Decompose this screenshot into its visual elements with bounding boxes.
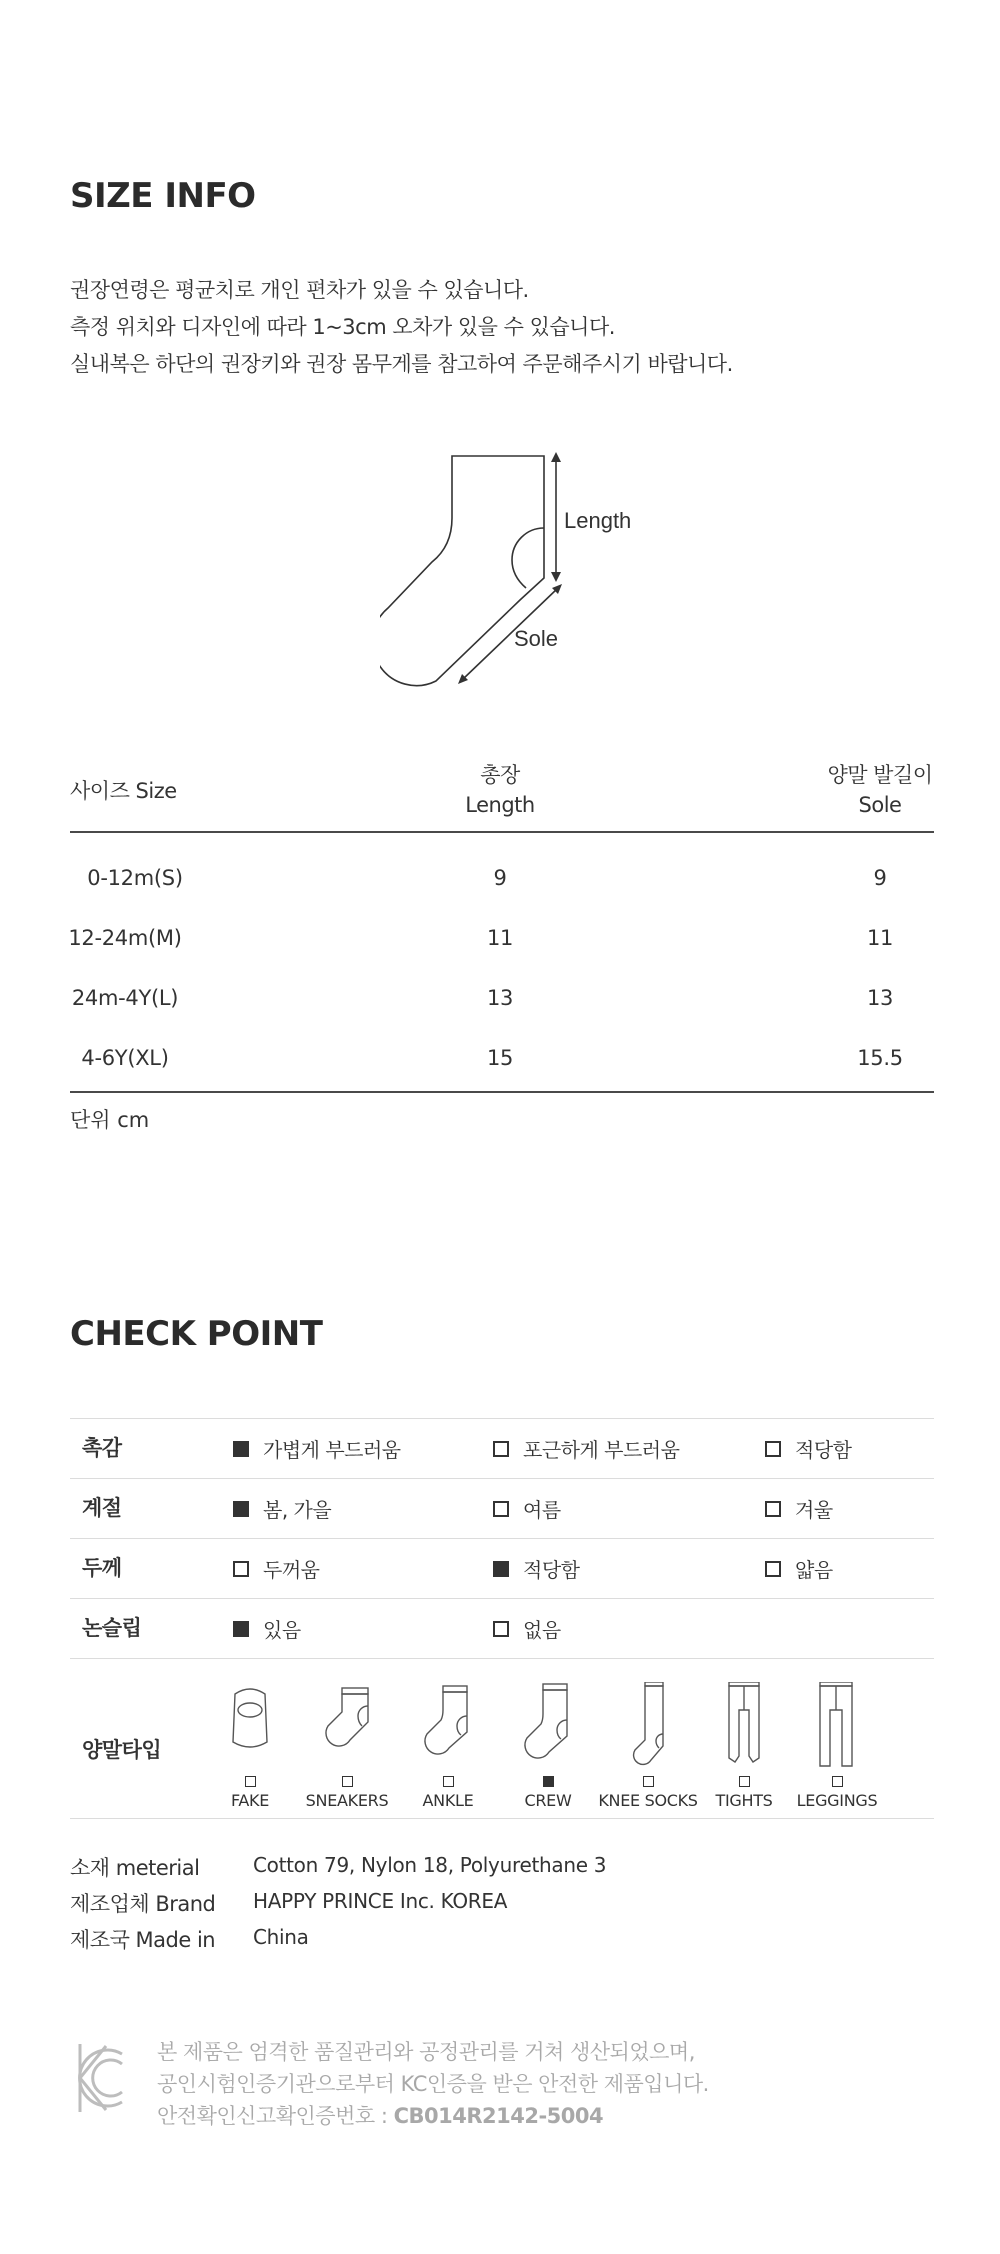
option	[765, 1434, 851, 1463]
empty-box-icon	[443, 1776, 454, 1787]
divider	[70, 1418, 934, 1419]
tights-icon	[709, 1682, 779, 1768]
divider	[70, 1478, 934, 1479]
option-label: 여름	[523, 1498, 561, 1522]
divider	[70, 1658, 934, 1659]
sneakers-sock-icon	[312, 1682, 382, 1768]
table-bottom-rule	[70, 1091, 934, 1093]
col-header-length-en: Length	[465, 793, 535, 817]
leggings-icon	[802, 1682, 872, 1768]
option-label: 얇음	[795, 1558, 833, 1582]
size-note: 측정 위치와 디자인에 따라 1~3cm 오차가 있을 수 있습니다.	[70, 315, 615, 339]
divider	[70, 1598, 934, 1599]
row-label: 논슬립	[82, 1616, 142, 1640]
cell-length: 11	[486, 926, 514, 950]
check-point-title: CHECK POINT	[70, 1314, 323, 1354]
made-in-label: 제조국 Made in	[70, 1928, 216, 1952]
option-label: 가볍게 부드러움	[263, 1438, 401, 1462]
cell-sole: 15.5	[857, 1046, 903, 1070]
option-label: 두꺼움	[263, 1558, 320, 1582]
cell-length: 9	[493, 866, 507, 890]
sock-type-knee-socks	[593, 1682, 703, 1810]
material-value: Cotton 79, Nylon 18, Polyurethane 3	[253, 1853, 607, 1877]
kc-notice-line1: 본 제품은 엄격한 품질관리와 공정관리를 거쳐 생산되었으며,	[157, 2040, 695, 2064]
option-label: 봄, 가을	[263, 1498, 332, 1522]
option	[233, 1494, 331, 1523]
empty-box-icon	[832, 1776, 843, 1787]
cell-length: 13	[486, 986, 514, 1010]
unit-note: 단위 cm	[70, 1108, 150, 1132]
size-note: 권장연령은 평균치로 개인 편차가 있을 수 있습니다.	[70, 278, 529, 302]
cell-size: 0-12m(S)	[87, 866, 183, 890]
col-header-length-ko: 총장	[480, 763, 520, 787]
cell-sole: 9	[873, 866, 887, 890]
option-label: 포근하게 부드러움	[523, 1438, 680, 1462]
empty-box-icon	[493, 1441, 509, 1457]
size-info-title: SIZE INFO	[70, 176, 256, 216]
material-label: 소재 meterial	[70, 1856, 200, 1880]
row-label: 두께	[82, 1556, 122, 1580]
cell-sole: 13	[866, 986, 894, 1010]
row-label: 촉감	[82, 1436, 122, 1460]
col-header-sole-ko: 양말 발길이	[827, 763, 933, 787]
empty-box-icon	[245, 1776, 256, 1787]
fake-sock-icon	[215, 1682, 285, 1768]
cell-length: 15	[486, 1046, 514, 1070]
option-label: 있음	[263, 1618, 301, 1642]
crew-sock-icon	[513, 1682, 583, 1768]
kc-notice-line2: 공인시험인증기관으로부터 KC인증을 받은 안전한 제품입니다.	[157, 2072, 709, 2096]
sock-type-name: TIGHTS	[715, 1791, 773, 1810]
checked-box-icon	[233, 1621, 249, 1637]
made-in-value: China	[253, 1925, 309, 1949]
sock-type-fake	[195, 1682, 305, 1810]
checked-box-icon	[493, 1561, 509, 1577]
sock-type-ankle	[393, 1682, 503, 1810]
option	[493, 1614, 561, 1643]
brand-value: HAPPY PRINCE Inc. KOREA	[253, 1889, 508, 1913]
option-label: 없음	[523, 1618, 561, 1642]
sock-type-name: KNEE SOCKS	[598, 1791, 698, 1810]
empty-box-icon	[233, 1561, 249, 1577]
cell-size: 4-6Y(XL)	[81, 1046, 169, 1070]
checked-box-icon	[233, 1441, 249, 1457]
divider	[70, 1538, 934, 1539]
option-label: 적당함	[523, 1558, 580, 1582]
option-label: 겨울	[795, 1498, 833, 1522]
empty-box-icon	[765, 1501, 781, 1517]
diagram-length-label: Length	[564, 508, 632, 533]
empty-box-icon	[765, 1441, 781, 1457]
option	[493, 1494, 561, 1523]
cell-size: 12-24m(M)	[68, 926, 182, 950]
col-header-size: 사이즈 Size	[70, 779, 177, 803]
col-header-sole-en: Sole	[858, 793, 902, 817]
cell-sole: 11	[866, 926, 894, 950]
ankle-sock-icon	[413, 1682, 483, 1768]
sock-type-crew	[493, 1682, 603, 1810]
size-notes	[70, 272, 733, 383]
kc-notice-line3	[157, 2100, 603, 2130]
checked-box-icon	[233, 1501, 249, 1517]
sock-type-sneakers	[292, 1682, 402, 1810]
sock-type-name: CREW	[524, 1791, 572, 1810]
empty-box-icon	[643, 1776, 654, 1787]
size-note: 실내복은 하단의 권장키와 권장 몸무게를 참고하여 주문해주시기 바랍니다.	[70, 352, 733, 376]
sock-type-name: ANKLE	[422, 1791, 474, 1810]
cell-size: 24m-4Y(L)	[71, 986, 179, 1010]
empty-box-icon	[765, 1561, 781, 1577]
col-header-sole	[780, 760, 980, 820]
option	[765, 1554, 833, 1583]
table-header-rule	[70, 831, 934, 833]
empty-box-icon	[342, 1776, 353, 1787]
checked-box-icon	[543, 1776, 554, 1787]
row-label-sock-type: 양말타입	[82, 1738, 162, 1762]
empty-box-icon	[493, 1621, 509, 1637]
option	[233, 1434, 401, 1463]
brand-label: 제조업체 Brand	[70, 1892, 216, 1916]
empty-box-icon	[739, 1776, 750, 1787]
sock-type-name: SNEAKERS	[305, 1791, 389, 1810]
divider	[70, 1818, 934, 1819]
empty-box-icon	[493, 1501, 509, 1517]
sock-type-leggings	[782, 1682, 892, 1810]
kc-cert-number: CB014R2142-5004	[393, 2104, 604, 2128]
sock-type-name: FAKE	[230, 1791, 270, 1810]
diagram-sole-label: Sole	[514, 626, 559, 651]
option	[493, 1434, 679, 1463]
kc-cert-label: 안전확인신고확인증번호 :	[157, 2104, 394, 2128]
kc-certification-logo	[72, 2040, 128, 2116]
sock-measurement-diagram	[380, 448, 660, 698]
sock-type-name: LEGGINGS	[796, 1791, 878, 1810]
option-label: 적당함	[795, 1438, 852, 1462]
option	[765, 1494, 833, 1523]
option	[233, 1614, 301, 1643]
col-header-length	[400, 760, 600, 820]
row-label: 계절	[82, 1496, 122, 1520]
option	[493, 1554, 579, 1583]
option	[233, 1554, 319, 1583]
knee-socks-icon	[613, 1682, 683, 1768]
